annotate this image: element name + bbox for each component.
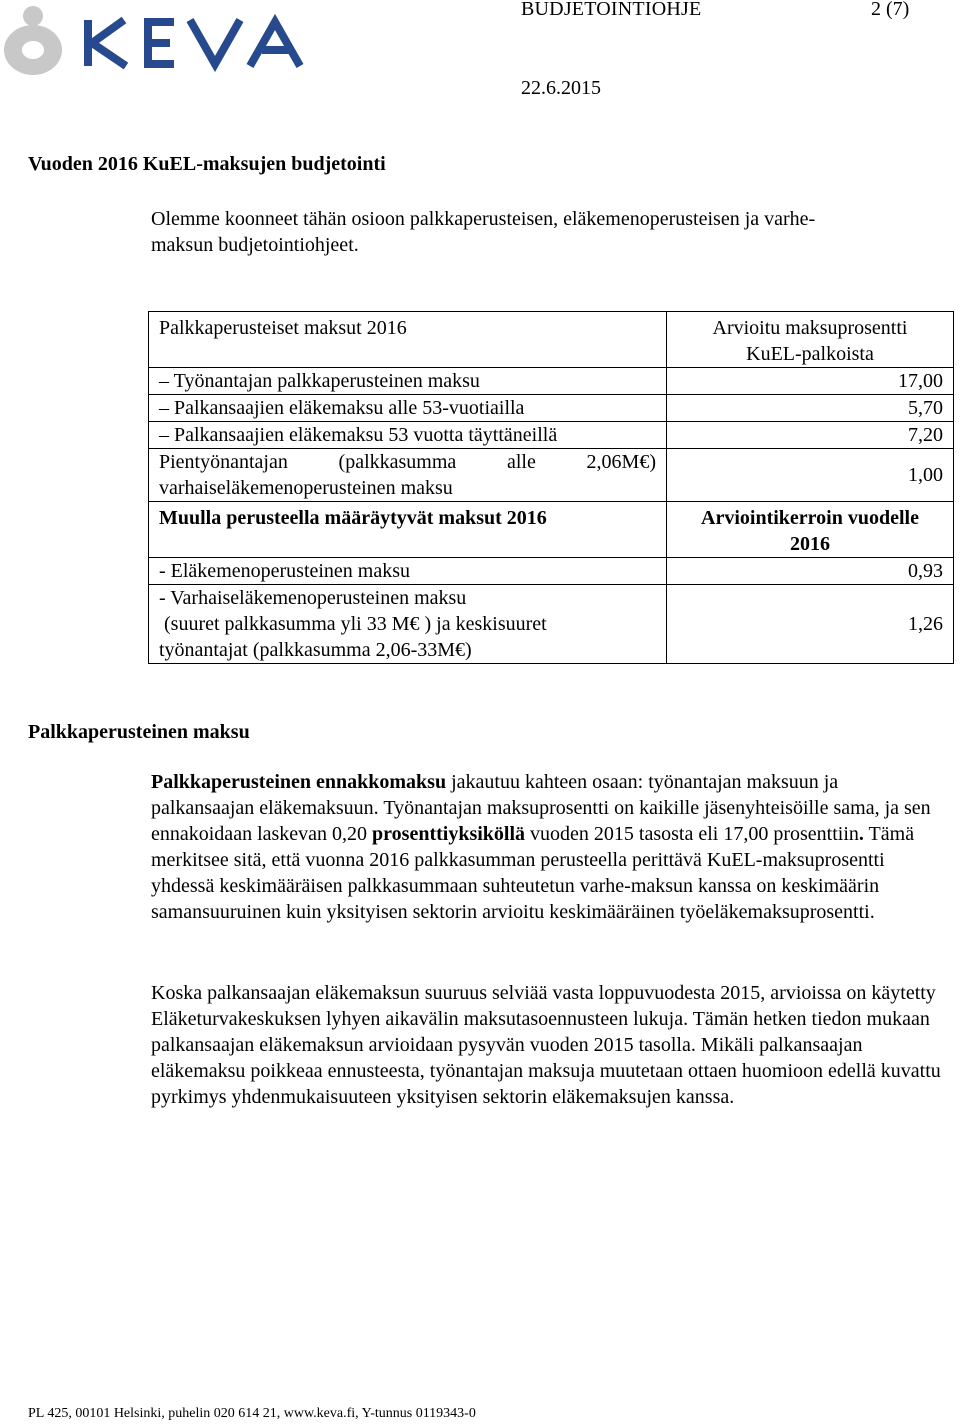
row-value: 1,26	[667, 585, 954, 664]
table-row	[149, 368, 954, 395]
intro-line: maksun budjetointiohjeet.	[151, 234, 359, 256]
section-title-wage-based: Palkkaperusteinen maksu	[28, 721, 250, 743]
row-label: – Työnantajan palkkaperusteinen maksu	[149, 368, 667, 395]
table-row	[149, 449, 954, 502]
paragraph: Palkkaperusteinen ennakkomaksu jakautuu kahteen osaan: työnantajan maksuun ja palkansaajan eläkemaksuun. Työnantajan maksuprosentti on kaikille jäsenyhteisöille sama, ja sen ennakoidaan laskevan 0,20 prosenttiyksiköllä vuoden 2015 tasosta eli 17,00 prosenttiin. Tämä merkitsee sitä, että vuonna 2016 palkkasumman perusteella perittävä KuEL-maksuprosentti yhdessä keskimääräisen palkkasummaan suhteutetun varhe-maksun kanssa on keskimäärin samansuuruinen kuin yksityisen sektorin arvioitu keskimääräinen työeläkemaksuprosentti.	[151, 771, 931, 923]
row-value: 7,20	[667, 422, 954, 449]
paragraph: Koska palkansaajan eläkemaksun suuruus selviää vasta loppuvuodesta 2015, arvioissa on käytetty Eläketurvakeskuksen lyhyen aikavälin maksutasoennusteen lukuja. Tämän hetken tiedon mukaan palkansaajan eläkemaksun arvioidaan pysyvän vuoden 2015 tasolla. Mikäli palkansaajan eläkemaksu poikkeaa ennusteesta, työnantajan maksuja muutetaan ottaen huomioon edellä kuvattu pyrkimys yhdenmukaisuuteen yksityisen sektorin eläkemaksujen kanssa.	[151, 982, 941, 1108]
table-row	[149, 585, 954, 664]
svg-text:KEVA: KEVA	[150, 75, 153, 76]
header-cell: Muulla perusteella määräytyvät maksut 2016	[149, 502, 667, 558]
row-value: 17,00	[667, 368, 954, 395]
table-row	[149, 395, 954, 422]
keva-logo	[0, 0, 320, 80]
row-label: – Palkansaajien eläkemaksu 53 vuotta täyttäneillä	[149, 422, 667, 449]
table-header-row	[149, 502, 954, 558]
row-label: - Varhaiseläkemenoperusteinen maksu (suuret palkkasumma yli 33 M€ ) ja keskisuuret työnantajat (palkkasumma 2,06-33M€)	[149, 585, 667, 664]
section-title-budgeting: Vuoden 2016 KuEL-maksujen budjetointi	[28, 153, 386, 175]
header-cell: Palkkaperusteiset maksut 2016	[149, 312, 667, 368]
page-number: 2 (7)	[871, 0, 910, 20]
document-date: 22.6.2015	[521, 77, 601, 99]
header-cell: Arviointikerroin vuodelle 2016	[667, 502, 954, 558]
table-header-row	[149, 312, 954, 368]
table-row	[149, 422, 954, 449]
row-value: 5,70	[667, 395, 954, 422]
header-cell: Arvioitu maksuprosentti KuEL-palkoista	[667, 312, 954, 368]
row-value: 1,00	[667, 449, 954, 502]
intro-paragraph	[151, 206, 921, 258]
fee-table	[148, 311, 954, 664]
footer-address: PL 425, 00101 Helsinki, puhelin 020 614 21, www.keva.fi, Y-tunnus 0119343-0	[28, 1406, 476, 1421]
document-type: BUDJETOINTIOHJE	[521, 0, 702, 20]
intro-line: Olemme koonneet tähän osioon palkkaperusteisen, eläkemenoperusteisen ja varhe-	[151, 208, 816, 230]
row-label: Pientyönantajan (palkkasumma alle 2,06M€) varhaiseläkemenoperusteinen maksu	[149, 449, 667, 502]
row-value: 0,93	[667, 558, 954, 585]
row-label: – Palkansaajien eläkemaksu alle 53-vuotiailla	[149, 395, 667, 422]
table-row	[149, 558, 954, 585]
row-label: - Eläkemenoperusteinen maksu	[149, 558, 667, 585]
